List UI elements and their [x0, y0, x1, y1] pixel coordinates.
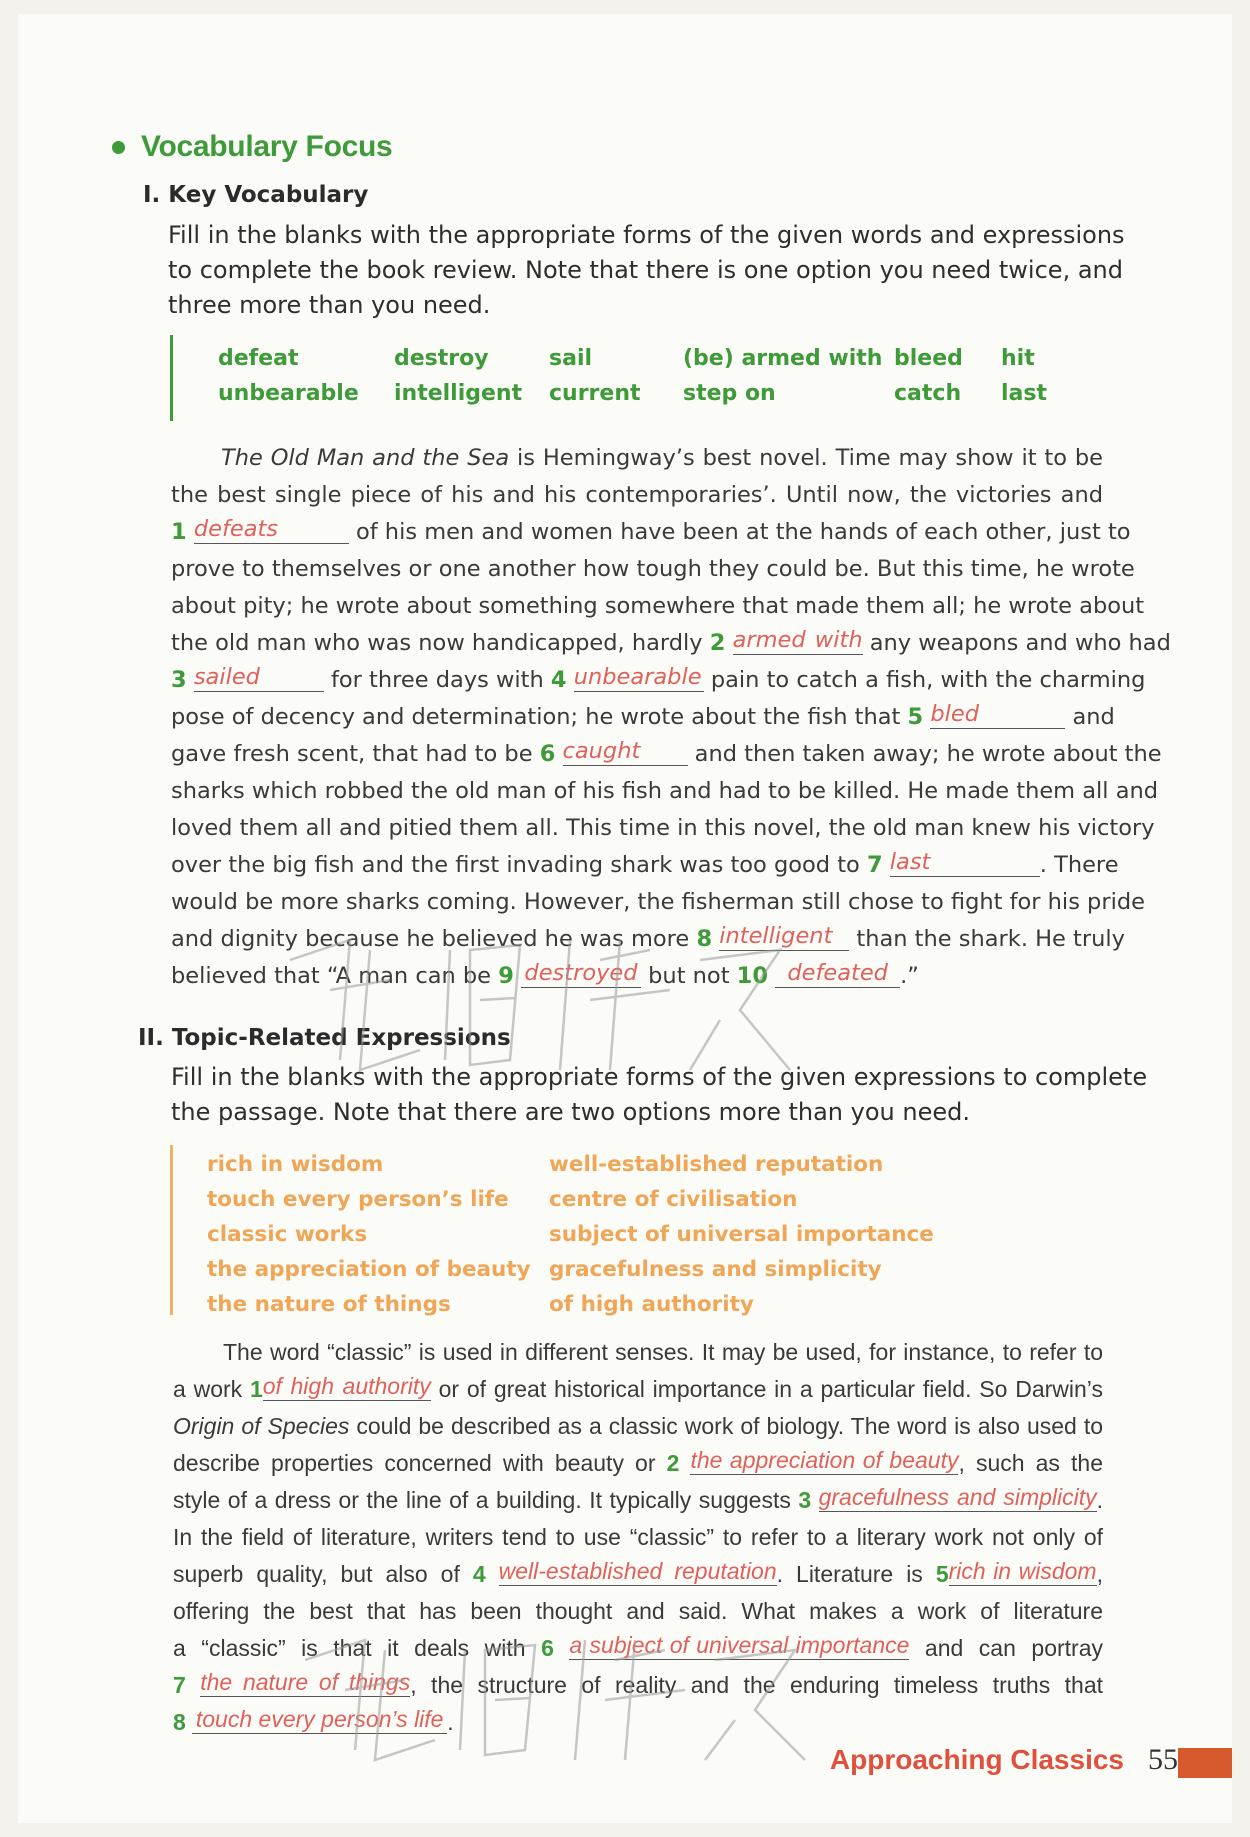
text: any weapons and who had: [862, 630, 1171, 656]
word-bank-item: current: [549, 381, 641, 406]
text: , such as the: [958, 1450, 1103, 1476]
footer-color-bar: [1178, 1748, 1232, 1778]
passage-line: [171, 699, 1115, 736]
blank-number: 6: [539, 741, 556, 767]
blank-number: 2: [666, 1450, 680, 1476]
expression-bank-item: well-established reputation: [549, 1152, 884, 1177]
instruction-line: to complete the book review. Note that there is one option you need twice, and: [168, 256, 1123, 284]
part1-title: I. Key Vocabulary: [143, 182, 369, 208]
text: for three days with: [323, 667, 551, 693]
text: and: [1065, 704, 1115, 730]
blank-number: 6: [541, 1635, 554, 1661]
expression-bank-item: the appreciation of beauty: [207, 1257, 531, 1282]
passage-line: the best single piece of his and his contemporaries’. Until now, the victories and: [171, 482, 1103, 508]
classic-passage: [173, 1334, 1103, 1741]
text: and dignity because he believed he was more: [171, 926, 697, 952]
blank-number: 1: [171, 519, 187, 545]
passage-line: [173, 1445, 1103, 1482]
text: .: [447, 1709, 454, 1735]
instruction-line: three more than you need.: [168, 291, 491, 319]
page-number: 55: [1148, 1743, 1178, 1776]
text: but not: [641, 963, 737, 989]
answer-blank[interactable]: sailed: [194, 663, 324, 692]
text: gave fresh scent, that had to be: [171, 741, 540, 767]
word-bank-item: hit: [1001, 346, 1035, 371]
text: .: [1096, 1487, 1103, 1513]
passage-line: [173, 1482, 1103, 1519]
blank-number: 5: [935, 1561, 949, 1587]
expression-bank-item: the nature of things: [207, 1292, 451, 1317]
text: a “classic” is that it deals with: [173, 1635, 542, 1661]
text: and then taken away; he wrote about the: [687, 741, 1162, 767]
answer-blank[interactable]: armed with: [732, 627, 863, 653]
answer-blank[interactable]: destroyed: [521, 959, 641, 988]
blank-number: 10: [736, 963, 768, 989]
text: is Hemingway’s best novel. Time may show it to be: [509, 445, 1103, 471]
expression-bank-item: of high authority: [549, 1292, 754, 1317]
text: ,: [1096, 1561, 1103, 1587]
expression-bank-item: subject of universal importance: [549, 1222, 934, 1247]
passage-line: [171, 625, 1171, 662]
word-bank-item: (be) armed with: [683, 346, 883, 371]
passage-line: In the field of literature, writers tend to use “classic” to refer to a literary work not only of: [173, 1524, 1103, 1550]
text: and can portray: [909, 1635, 1103, 1661]
word-bank-item: sail: [549, 346, 593, 371]
word-bank-item: last: [1001, 381, 1047, 406]
passage-line: loved them all and pitied them all. This time in this novel, the old man knew his victory: [171, 815, 1155, 841]
book-title: Origin of Species: [173, 1413, 350, 1439]
answer-blank[interactable]: of high authority: [262, 1373, 431, 1399]
blank-number: 7: [866, 852, 883, 878]
passage-line: [171, 662, 1146, 699]
answer-blank[interactable]: bled: [930, 700, 1065, 729]
answer-blank[interactable]: rich in wisdom: [948, 1558, 1097, 1584]
expression-bank-item: rich in wisdom: [207, 1152, 384, 1177]
answer-blank[interactable]: defeats: [194, 515, 349, 544]
passage-line: offering the best that has been thought and said. What makes a work of literature: [173, 1598, 1103, 1624]
expression-bank-item: touch every person’s life: [207, 1187, 509, 1212]
answer-blank[interactable]: unbearable: [574, 663, 704, 692]
word-bank: [170, 335, 1073, 421]
book-title: The Old Man and the Sea: [221, 445, 510, 471]
blank-number: 3: [798, 1487, 812, 1513]
blank-number: 5: [907, 704, 924, 730]
answer-blank[interactable]: a subject of universal importance: [569, 1632, 910, 1658]
passage-line: The word “classic” is used in different senses. It may be used, for instance, to refer to: [223, 1339, 1103, 1365]
answer-blank[interactable]: intelligent: [719, 922, 849, 951]
passage-line: [173, 1371, 1103, 1408]
blank-number: 8: [173, 1709, 186, 1735]
passage-line: [171, 921, 1125, 958]
answer-blank[interactable]: last: [890, 848, 1040, 877]
section-header: [112, 130, 392, 164]
answer-blank[interactable]: the appreciation of beauty: [690, 1447, 959, 1473]
text: pose of decency and determination; he wrote about the fish that: [171, 704, 908, 730]
part1-instruction: [168, 218, 1125, 323]
book-review-passage: [171, 440, 1171, 995]
passage-line: [171, 514, 1131, 551]
passage-line: sharks which robbed the old man of his fish and had to be killed. He made them all and: [171, 778, 1159, 804]
text: of his men and women have been at the hands of each other, just to: [355, 519, 1131, 545]
blank-number: 1: [249, 1376, 263, 1402]
text: describe properties concerned with beauty or: [173, 1450, 667, 1476]
text: . Literature is: [776, 1561, 936, 1587]
passage-line: would be more sharks coming. However, the fisherman still chose to fight for his pride: [171, 889, 1145, 915]
text: . There: [1039, 852, 1119, 878]
blank-number: 8: [696, 926, 713, 952]
answer-blank[interactable]: defeated: [775, 959, 900, 988]
passage-line: [171, 847, 1119, 884]
answer-blank[interactable]: well-established reputation: [498, 1558, 777, 1584]
passage-line: about pity; he wrote about something somewhere that made them all; he wrote about: [171, 593, 1145, 619]
text: could be described as a classic work of biology. The word is also used to: [349, 1413, 1104, 1439]
expression-bank-item: classic works: [207, 1222, 368, 1247]
passage-line: [173, 1556, 1103, 1593]
instruction-line: Fill in the blanks with the appropriate forms of the given expressions to complete: [171, 1063, 1148, 1091]
instruction-line: the passage. Note that there are two options more than you need.: [171, 1098, 970, 1126]
bullet-icon: [112, 141, 125, 154]
passage-line: [171, 958, 1103, 995]
word-bank-item: destroy: [394, 346, 489, 371]
word-bank-item: catch: [894, 381, 962, 406]
text: .”: [900, 963, 919, 989]
text: than the shark. He truly: [849, 926, 1125, 952]
word-bank-item: unbearable: [218, 381, 359, 406]
blank-number: 4: [550, 667, 567, 693]
text: the old man who was now handicapped, hardly: [171, 630, 710, 656]
word-bank-item: defeat: [218, 346, 299, 371]
text: , the structure of reality and the enduring timeless truths that: [410, 1672, 1104, 1698]
passage-line: [171, 440, 1103, 477]
word-bank-item: bleed: [894, 346, 963, 371]
blank-number: 3: [171, 667, 187, 693]
text: superb quality, but also of: [173, 1561, 473, 1587]
passage-line: [171, 736, 1162, 773]
part2-title: II. Topic-Related Expressions: [138, 1025, 511, 1051]
blank-number: 9: [498, 963, 514, 989]
answer-blank[interactable]: gracefulness and simplicity: [818, 1484, 1097, 1510]
section-title: Vocabulary Focus: [141, 130, 393, 163]
text: a work: [173, 1376, 250, 1402]
word-bank-item: step on: [683, 381, 776, 406]
word-bank-item: intelligent: [394, 381, 523, 406]
passage-line: [173, 1667, 1103, 1704]
text: over the big fish and the first invading shark was too good to: [171, 852, 867, 878]
expression-bank-item: centre of civilisation: [549, 1187, 798, 1212]
blank-number: 4: [472, 1561, 486, 1587]
text: pain to catch a fish, with the charming: [703, 667, 1146, 693]
instruction-line: Fill in the blanks with the appropriate forms of the given words and expressions: [168, 221, 1125, 249]
passage-line: prove to themselves or one another how tough they could be. But this time, he wrote: [171, 556, 1135, 582]
text: style of a dress or the line of a building. It typically suggests: [173, 1487, 799, 1513]
part2-instruction: [171, 1060, 1147, 1130]
passage-line: [173, 1408, 1103, 1445]
passage-line: [173, 1704, 1103, 1741]
answer-blank[interactable]: caught: [563, 737, 688, 766]
footer-title: Approaching Classics: [829, 1744, 1124, 1775]
passage-line: [173, 1630, 1103, 1667]
answer-blank[interactable]: touch every person’s life: [192, 1705, 447, 1734]
text: or of great historical importance in a particular field. So Darwin’s: [430, 1376, 1103, 1402]
footer: [830, 1743, 1178, 1777]
text: believed that “A man can be: [171, 963, 499, 989]
expression-bank: [170, 1145, 1073, 1315]
answer-blank[interactable]: the nature of things: [200, 1669, 411, 1695]
blank-number: 7: [173, 1672, 186, 1698]
expression-bank-item: gracefulness and simplicity: [549, 1257, 882, 1282]
blank-number: 2: [709, 630, 726, 656]
